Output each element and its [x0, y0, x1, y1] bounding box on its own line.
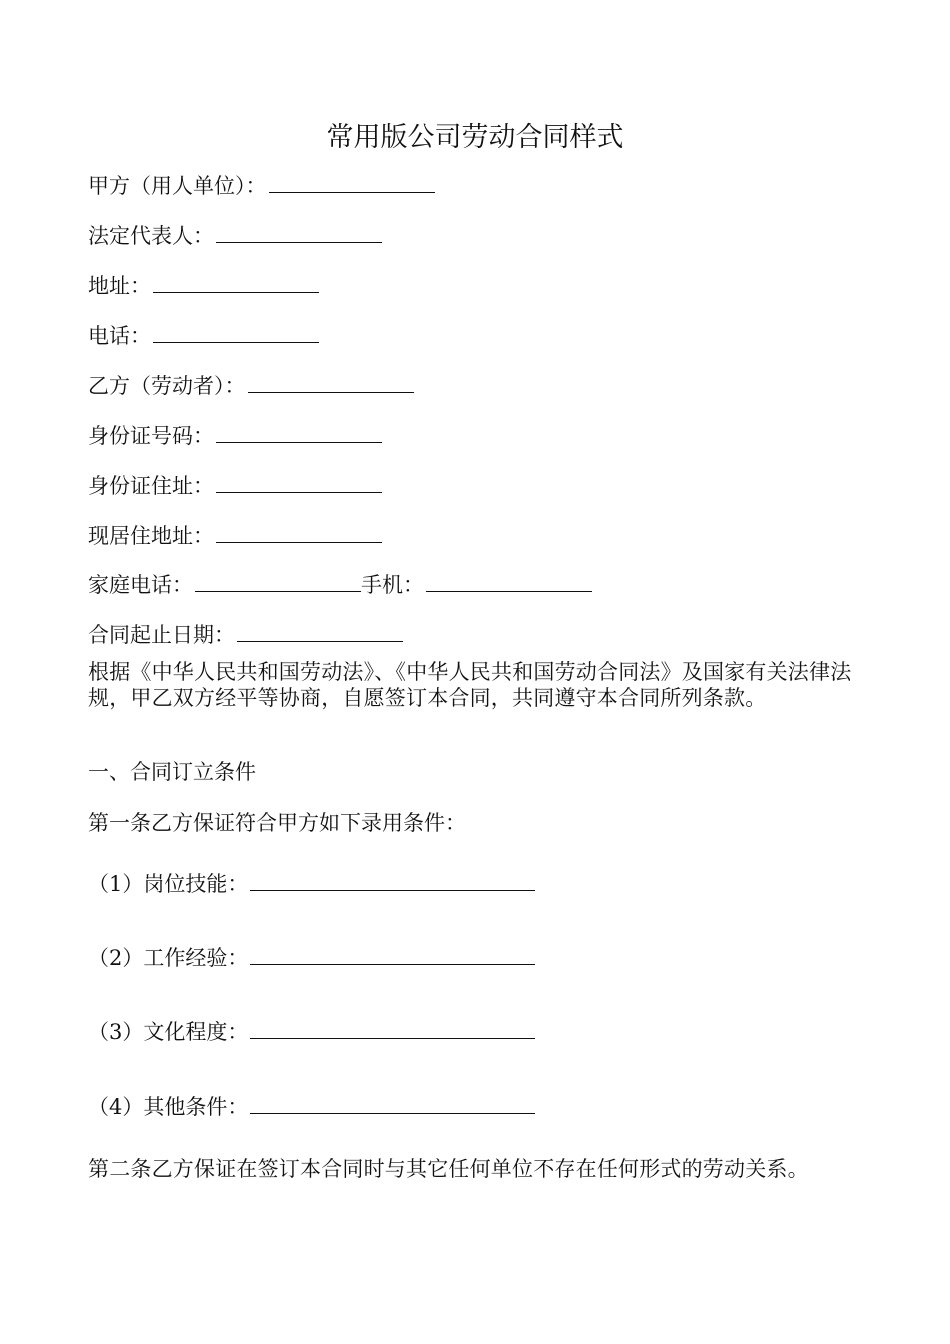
- field-label: 甲方（用人单位）：: [88, 174, 267, 198]
- condition-label: （2）工作经验：: [88, 946, 249, 970]
- condition-label: （3）文化程度：: [88, 1020, 249, 1044]
- field-label: 地址：: [88, 274, 151, 298]
- field-id-number: [88, 422, 382, 450]
- fill-in-blank[interactable]: [153, 322, 319, 343]
- field-label: 身份证住址：: [88, 474, 214, 498]
- fill-in-blank[interactable]: [250, 944, 535, 965]
- fill-in-blank[interactable]: [216, 422, 382, 443]
- fill-in-blank[interactable]: [153, 272, 319, 293]
- field-phone-numbers: [88, 571, 592, 599]
- fill-in-blank[interactable]: [250, 1093, 535, 1114]
- fill-in-blank[interactable]: [216, 522, 382, 543]
- article-two: 第二条乙方保证在签订本合同时与其它任何单位不存在任何形式的劳动关系。: [88, 1157, 809, 1181]
- home-phone-label: 家庭电话：: [88, 573, 193, 597]
- section-one-heading: 一、合同订立条件: [88, 760, 256, 784]
- field-label: 电话：: [88, 324, 151, 348]
- field-label: 合同起止日期：: [88, 623, 235, 647]
- fill-in-blank[interactable]: [250, 870, 535, 891]
- condition-skills: [88, 870, 535, 898]
- field-phone: [88, 322, 319, 350]
- fill-in-blank[interactable]: [216, 222, 382, 243]
- fill-in-blank[interactable]: [216, 472, 382, 493]
- field-current-address: [88, 522, 382, 550]
- fill-in-blank[interactable]: [237, 621, 403, 642]
- intro-paragraph: 根据《中华人民共和国劳动法》、《中华人民共和国劳动合同法》及国家有关法律法规，甲乙双方经平等协商，自愿签订本合同，共同遵守本合同所列条款。: [88, 660, 852, 710]
- fill-in-blank[interactable]: [250, 1018, 535, 1039]
- fill-in-blank[interactable]: [269, 172, 435, 193]
- field-contract-dates: [88, 621, 403, 649]
- home-phone-blank[interactable]: [195, 571, 361, 592]
- field-id-address: [88, 472, 382, 500]
- field-address: [88, 272, 319, 300]
- field-label: 乙方（劳动者）：: [88, 374, 246, 398]
- field-label: 身份证号码：: [88, 424, 214, 448]
- field-label: 法定代表人：: [88, 224, 214, 248]
- article-one: 第一条乙方保证符合甲方如下录用条件：: [88, 811, 466, 835]
- field-legal-representative: [88, 222, 382, 250]
- mobile-blank[interactable]: [426, 571, 592, 592]
- document-title: 常用版公司劳动合同样式: [326, 122, 624, 153]
- condition-experience: [88, 944, 535, 972]
- condition-education: [88, 1018, 535, 1046]
- mobile-label: 手机：: [361, 573, 424, 597]
- condition-label: （4）其他条件：: [88, 1095, 249, 1119]
- field-employer: [88, 172, 435, 200]
- field-employee: [88, 372, 414, 400]
- condition-other: [88, 1093, 535, 1121]
- fill-in-blank[interactable]: [248, 372, 414, 393]
- field-label: 现居住地址：: [88, 524, 214, 548]
- condition-label: （1）岗位技能：: [88, 872, 249, 896]
